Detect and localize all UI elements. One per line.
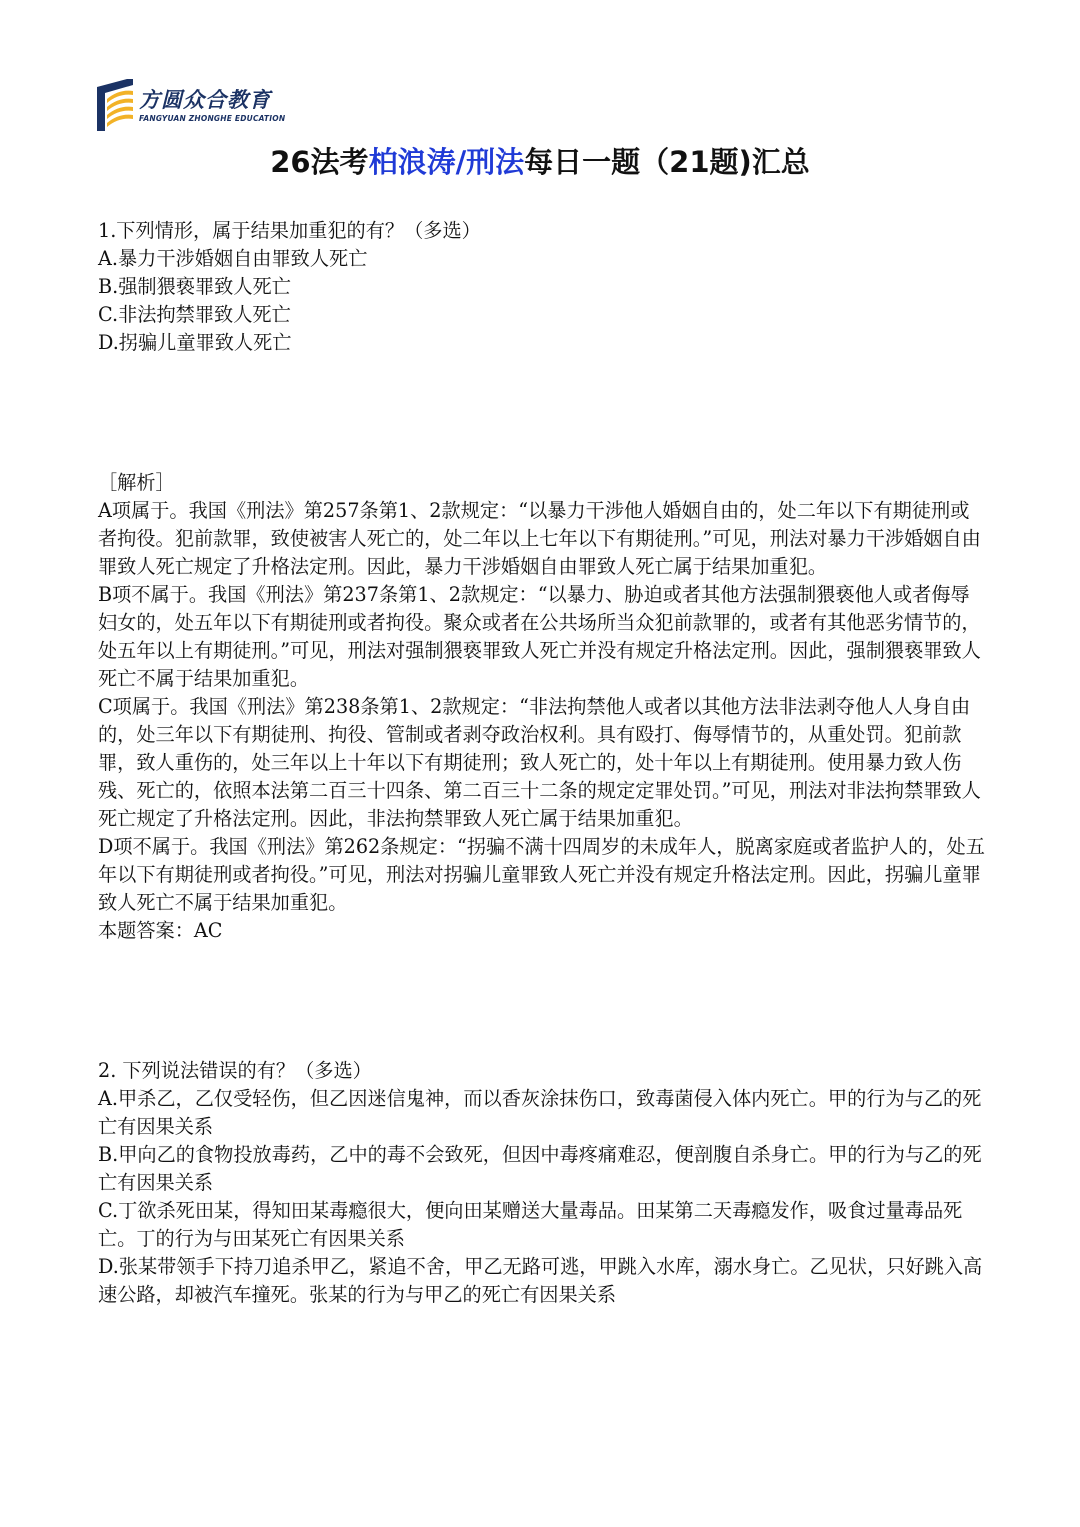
analysis-d: D项不属于。我国《刑法》第262条规定：“拐骗不满十四周岁的未成年人，脱离家庭或者监护人的，处五年以下有期徒刑或者拘役。”可见，刑法对拐骗儿童罪致人死亡并没有规定升格法定刑。因此，拐骗儿童罪致人死亡不属于结果加重犯。 xyxy=(98,835,985,914)
question-stem: 2. 下列说法错误的有？（多选） xyxy=(98,1059,372,1082)
option-d: D.张某带领手下持刀追杀甲乙，紧追不舍，甲乙无路可逃，甲跳入水库，溺水身亡。乙见状，只好跳入高速公路，却被汽车撞死。张某的行为与甲乙的死亡有因果关系 xyxy=(98,1255,983,1306)
option-d: D.拐骗儿童罪致人死亡 xyxy=(98,331,292,354)
page-title xyxy=(0,142,1080,182)
brand-name: 方圆众合教育 xyxy=(139,87,271,112)
fangyuan-logo-icon xyxy=(97,79,133,131)
analysis-b: B项不属于。我国《刑法》第237条第1、2款规定：“以暴力、胁迫或者其他方法强制猥亵他人或者侮辱妇女的，处五年以下有期徒刑或者拘役。聚众或者在公共场所当众犯前款罪的，或者有其他恶劣情节的，处五年以上有期徒刑。”可见，刑法对强制猥亵罪致人死亡并没有规定升格法定刑。因此，强制猥亵罪致人死亡不属于结果加重犯。 xyxy=(98,583,981,690)
option-c: C.丁欲杀死田某，得知田某毒瘾很大，便向田某赠送大量毒品。田某第二天毒瘾发作，吸食过量毒品死亡。丁的行为与田某死亡有因果关系 xyxy=(98,1199,963,1250)
option-a: A.甲杀乙，乙仅受轻伤，但乙因迷信鬼神，而以香灰涂抹伤口，致毒菌侵入体内死亡。甲的行为与乙的死亡有因果关系 xyxy=(98,1087,982,1138)
analysis-c: C项属于。我国《刑法》第238条第1、2款规定：“非法拘禁他人或者以其他方法非法剥夺他人人身自由的，处三年以下有期徒刑、拘役、管制或者剥夺政治权利。具有殴打、侮辱情节的，从重处罚。犯前款罪，致人重伤的，处三年以上十年以下有期徒刑；致人死亡的，处十年以上有期徒刑。使用暴力致人伤残、死亡的，依照本法第二百三十四条、第二百三十二条的规定定罪处罚。”可见，刑法对非法拘禁罪致人死亡规定了升格法定刑。因此，非法拘禁罪致人死亡属于结果加重犯。 xyxy=(98,695,981,830)
title-prefix: 26法考 xyxy=(270,145,369,179)
question-1 xyxy=(98,217,988,945)
analysis-label: ［解析］ xyxy=(98,471,175,494)
option-c: C.非法拘禁罪致人死亡 xyxy=(98,303,291,326)
analysis-a: A项属于。我国《刑法》第257条第1、2款规定：“以暴力干涉他人婚姻自由的，处二年以下有期徒刑或者拘役。犯前款罪，致使被害人死亡的，处二年以上七年以下有期徒刑。”可见，刑法对暴力干涉婚姻自由罪致人死亡规定了升格法定刑。因此，暴力干涉婚姻自由罪致人死亡属于结果加重犯。 xyxy=(98,499,981,578)
question-stem: 1.下列情形，属于结果加重犯的有？（多选） xyxy=(98,219,481,242)
option-b: B.甲向乙的食物投放毒药，乙中的毒不会致死，但因中毒疼痛难忍，便剖腹自杀身亡。甲的行为与乙的死亡有因果关系 xyxy=(98,1143,982,1194)
answer: 本题答案：AC xyxy=(98,919,223,942)
option-b: B.强制猥亵罪致人死亡 xyxy=(98,275,291,298)
title-highlight: 柏浪涛/刑法 xyxy=(368,145,525,179)
title-suffix: 每日一题（21题)汇总 xyxy=(524,145,810,179)
brand-logo xyxy=(97,79,285,131)
option-a: A.暴力干涉婚姻自由罪致人死亡 xyxy=(98,247,368,270)
question-2 xyxy=(98,1057,988,1309)
brand-name-en: FANGYUAN ZHONGHE EDUCATION xyxy=(139,113,286,123)
document-body xyxy=(98,217,988,1309)
spacer xyxy=(98,357,988,469)
spacer xyxy=(98,945,988,1057)
